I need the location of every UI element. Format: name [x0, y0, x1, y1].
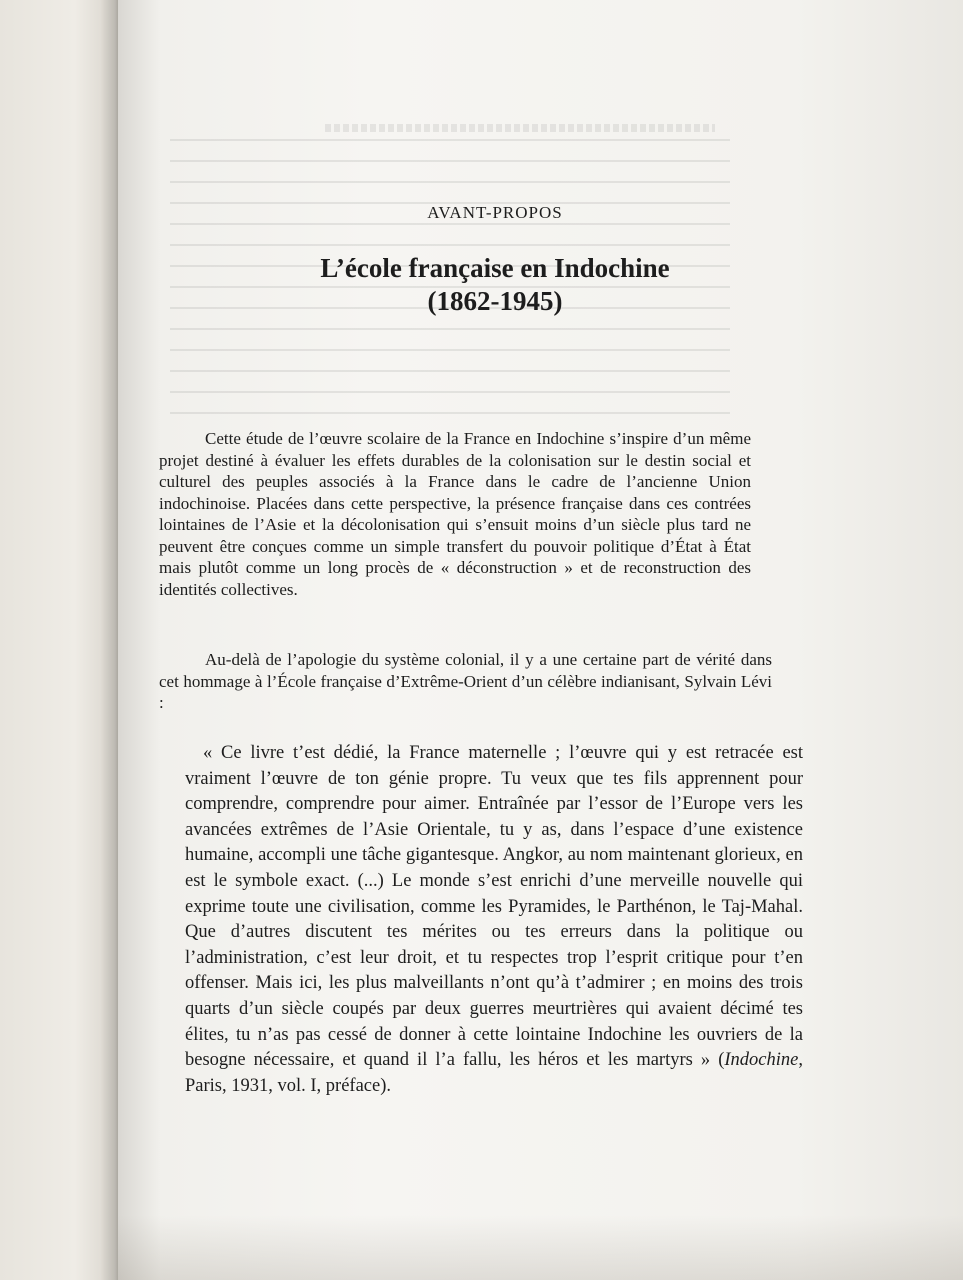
page-shadow: [118, 1215, 963, 1280]
paragraph-intro: Cette étude de l’œuvre scolaire de la France en Indochine s’inspire d’un même projet destiné à évaluer les effets durables de la colonisation sur le destin social et culturel des peuples associés à la France dans le cadre de l’ancienne Union indochinoise. Placées dans cette perspective, la présence française dans ces contrées lointaines de l’Asie et la décolonisation qui s’ensuit moins d’un siècle plus tard ne peuvent être conçues comme un simple transfert du pouvoir politique d’État à État mais plutôt comme un long procès de « déconstruction » et de reconstruction des identités collectives.: [159, 429, 751, 599]
chapter-title: L’école française en Indochine: [320, 253, 670, 283]
chapter-title-dates: (1862-1945): [427, 286, 563, 316]
quote-source-details: , Paris, 1931, vol. I, préface).: [185, 1050, 803, 1096]
quote-source-title: Indochine: [724, 1050, 799, 1071]
paragraph-second: Au-delà de l’apologie du système colonial, il y a une certaine part de vérité dans cet hommage à l’École française d’Extrême-Orient d’un célèbre indianisant, Sylvain Lévi :: [159, 650, 772, 712]
section-label: AVANT-PROPOS: [427, 203, 563, 222]
block-quote: [185, 741, 803, 1099]
quote-text: « Ce livre t’est dédié, la France maternelle ; l’œuvre qui y est retracée est vraiment l’œuvre de ton génie propre. Tu veux que tes fils apprennent pour comprendre, comprendre pour aimer. Entraînée par l’essor de l’Europe vers les avancées extrêmes de l’Asie Orientale, tu y as, dans l’espace d’une existence humaine, accompli une tâche gigantesque. Angkor, au nom maintenant glorieux, en est le symbole exact. (...) Le monde s’est enrichi d’une merveille nouvelle qui exprime toute une civilisation, comme les Pyramides, le Parthénon, le Taj-Mahal. Que d’autres discutent tes mérites ou tes erreurs dans la politique ou l’administration, c’est leur droit, et tu respectes trop l’esprit critique pour t’en offenser. Mais ici, les plus malveillants n’ont qu’à t’admirer ; en moins des trois quarts d’un siècle coupés par deux guerres meurtrières qui avaient décimé tes élites, tu n’as pas cessé de donner à cette lointaine Indochine les ouvriers de la besogne nécessaire, et quand il l’a fallu, les héros et les martyrs » (: [185, 743, 803, 1071]
